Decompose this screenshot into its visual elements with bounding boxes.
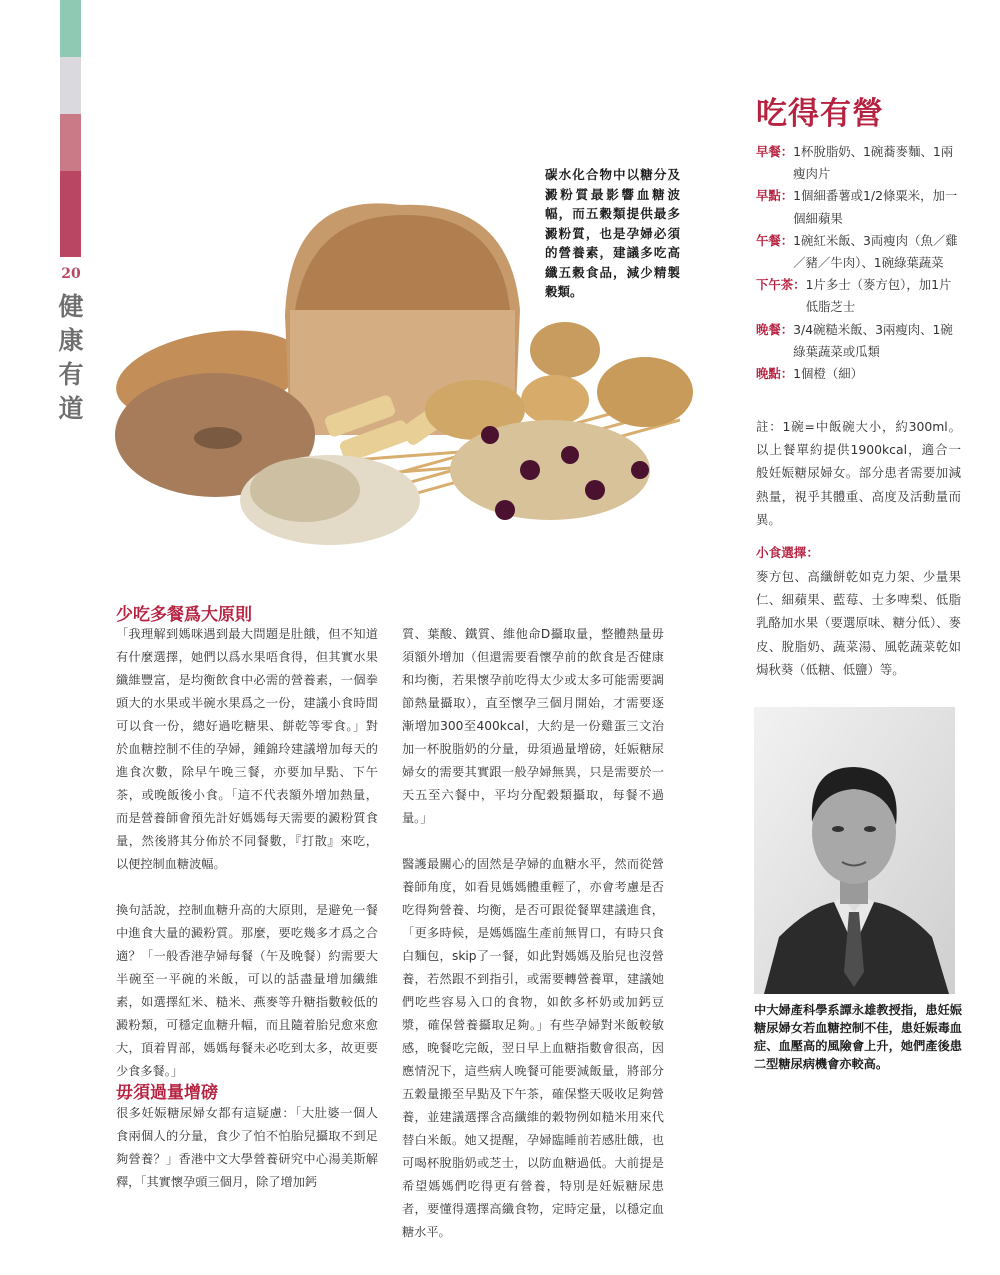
section-char: 康 <box>58 326 84 355</box>
paragraph: 「我理解到媽咪遇到最大問題是肚餓，但不知道有什麼選擇，她們以爲水果唔食得，但其實水果纖維豐富，是均衡飲食中必需的營養素，一個拳頭大的水果或半碗水果爲之一份，建議小食時間可以食一份，總好過吃糖果、餅乾等零食。」對於血糖控制不佳的孕婦，鍾錦玲建議增加每天的進食次數，除早午晚三餐，亦要加早點、下午茶，或晚飯後小食。「這不代表額外增加熱量，而是營養師會預先計好媽媽每天需要的澱粉質食量，然後將其分佈於不同餐數，『打散』來吃，以便控制血糖波幅。 <box>116 627 378 871</box>
meal-label: 午餐 <box>756 232 781 248</box>
meal-value: 3/4碗糙米飯、3兩瘦肉、1碗綠葉蔬菜或瓜類 <box>793 321 953 359</box>
meal-value: 1杯脫脂奶、1碗蕎麥麵、1兩瘦肉片 <box>793 144 954 182</box>
meal-label: 晚點 <box>756 366 781 382</box>
meal-plan-list <box>756 141 961 385</box>
meal-item: 午餐 ： 1碗紅米飯、3両瘦肉（魚／雞／豬／牛肉）、1碗綠葉蔬菜 <box>756 230 961 274</box>
color-strip-pink <box>60 114 81 171</box>
heading-small-meals: 少吃多餐爲大原則 <box>116 605 252 625</box>
photo-caption: 碳水化合物中以糖分及澱粉質最影響血糖波幅，而五穀類提供最多澱粉質，也是孕婦必須的營養素，建議多吃高纖五穀食品，減少精製穀類。 <box>545 167 680 299</box>
section-char: 有 <box>58 360 84 389</box>
color-strip-grey <box>60 57 81 114</box>
snack-heading: 小食選擇： <box>756 545 819 560</box>
paragraph: 換句話說，控制血糖升高的大原則，是避免一餐中進食大量的澱粉質。那麼，要吃幾多才爲之合適？「一般香港孕婦每餐（午及晚餐）約需要大半碗至一平碗的米飯，可以的話盡量增加纖維素，如選擇紅米、糙米、燕麥等升糖指數較低的澱粉類，可穩定血糖升幅，而且隨着胎兒愈來愈大，頂着胃部，媽媽每餐未必吃到太多，故更要少食多餐。」 <box>116 903 378 1078</box>
meal-label: 早餐 <box>756 144 781 159</box>
sidebar-title: 吃得有營 <box>756 96 884 132</box>
meal-item: 早點 ： 1個細番薯或1/2條粟米，加一個細蘋果 <box>756 185 961 229</box>
snack-list: 麥方包、高纖餅乾如克力架、少量果仁、細蘋果、藍莓、士多啤梨、低脂乳酪加水果（要選原味、糖分低）、麥皮、脫脂奶、蔬菜湯、風乾蔬菜乾如焗秋葵（低糖、低鹽）等。 <box>756 569 961 677</box>
article-col1-part1 <box>116 623 378 1106</box>
color-strip-green <box>60 0 81 57</box>
meal-label: 早點 <box>756 188 781 204</box>
meal-item: 早餐 ： 1杯脫脂奶、1碗蕎麥麵、1兩瘦肉片 <box>756 141 961 185</box>
meal-item: 晚餐 ： 3/4碗糙米飯、3兩瘦肉、1碗綠葉蔬菜或瓜類 <box>756 319 961 363</box>
paragraph: 很多妊娠糖尿婦女都有這疑慮：「大肚婆一個人食兩個人的分量，食少了怕不怕胎兒攝取不到足夠營養？」香港中文大學營養研究中心湯美斯解釋，「其實懷孕頭三個月，除了增加鈣 <box>116 1106 378 1189</box>
section-char: 健 <box>58 292 84 321</box>
page-number: 20 <box>61 266 81 282</box>
meal-item: 晚點 ： 1個橙（細） <box>756 363 961 385</box>
color-strip-red <box>60 171 81 257</box>
paragraph: 質、葉酸、鐵質、維他命D攝取量，整體熱量毋須額外增加（但還需要看懷孕前的飲食是否健康和均衡，若果懷孕前吃得太少或太多可能需要調節熱量攝取），直至懷孕三個月開始，才需要逐漸增加300至400kcal，大約是一份雞蛋三文治加一杯脫脂奶的分量，毋須過量增磅，妊娠糖尿婦女的需要其實跟一般孕婦無異，只是需要於一天五至六餐中，平均分配穀類攝取，每餐不過量。」 <box>402 627 664 825</box>
meal-value: 1片多士（麥方包），加1片低脂芝士 <box>805 277 952 315</box>
meal-value: 1個細番薯或1/2條粟米，加一個細蘋果 <box>793 188 958 226</box>
professor-portrait <box>754 707 955 994</box>
heading-no-overweight: 毋須過量增磅 <box>116 1083 218 1103</box>
article-col2 <box>402 623 664 1267</box>
meal-label: 晚餐 <box>756 321 781 337</box>
meal-value: 1碗紅米飯、3両瘦肉（魚／雞／豬／牛肉）、1碗綠葉蔬菜 <box>793 232 958 271</box>
meal-item: 下午茶 ： 1片多士（麥方包），加1片低脂芝士 <box>756 274 961 318</box>
section-char: 道 <box>58 394 84 423</box>
meal-label: 下午茶 <box>756 277 794 293</box>
paragraph: 醫護最關心的固然是孕婦的血糖水平，然而從營養師角度，如看見媽媽體重輕了，亦會考慮是否吃得夠營養、均衡，是否可跟從餐單建議進食，「更多時候，是媽媽臨生產前無胃口，有時只食白麵包，skip了一餐，如此對媽媽及胎兒也沒營養，若然跟不到指引，或需要轉營養單，建議她們吃些容易入口的食物，如飲多杯奶或加鈣豆漿，確保營養攝取足夠。」有些孕婦對米飯較敏感，晚餐吃完飯，翌日早上血糖指數會很高，因應情況下，這些病人晚餐可能要減飯量，將部分五穀量搬至早點及下午茶，確保整天吸收足夠營養，並建議選擇含高纖維的穀物例如糙米用來代替白米飯。她又提醒，孕婦臨睡前若感肚餓，也可喝杯脫脂奶或芝士，以防血糖過低。大前提是希望媽媽們吃得更有營養，特別是妊娠糖尿患者，要懂得選擇高纖食物，定時定量，以穩定血糖水平。 <box>402 857 664 1239</box>
portrait-caption: 中大婦產科學系譚永雄教授指，患妊娠糖尿婦女若血糖控制不佳，患妊娠毒血症、血壓高的風險會上升，她們產後患二型糖尿病機會亦較高。 <box>754 1003 962 1071</box>
meal-plan-note: 註：1碗=中飯碗大小，約300ml。以上餐單約提供1900kcal，適合一般妊娠糖尿婦女。部分患者需要加減熱量，視乎其體重、高度及活動量而異。 <box>756 419 961 527</box>
article-col1-part2 <box>116 1102 378 1217</box>
section-title-vertical <box>56 290 86 426</box>
meal-value: 1個橙（細） <box>793 366 864 382</box>
